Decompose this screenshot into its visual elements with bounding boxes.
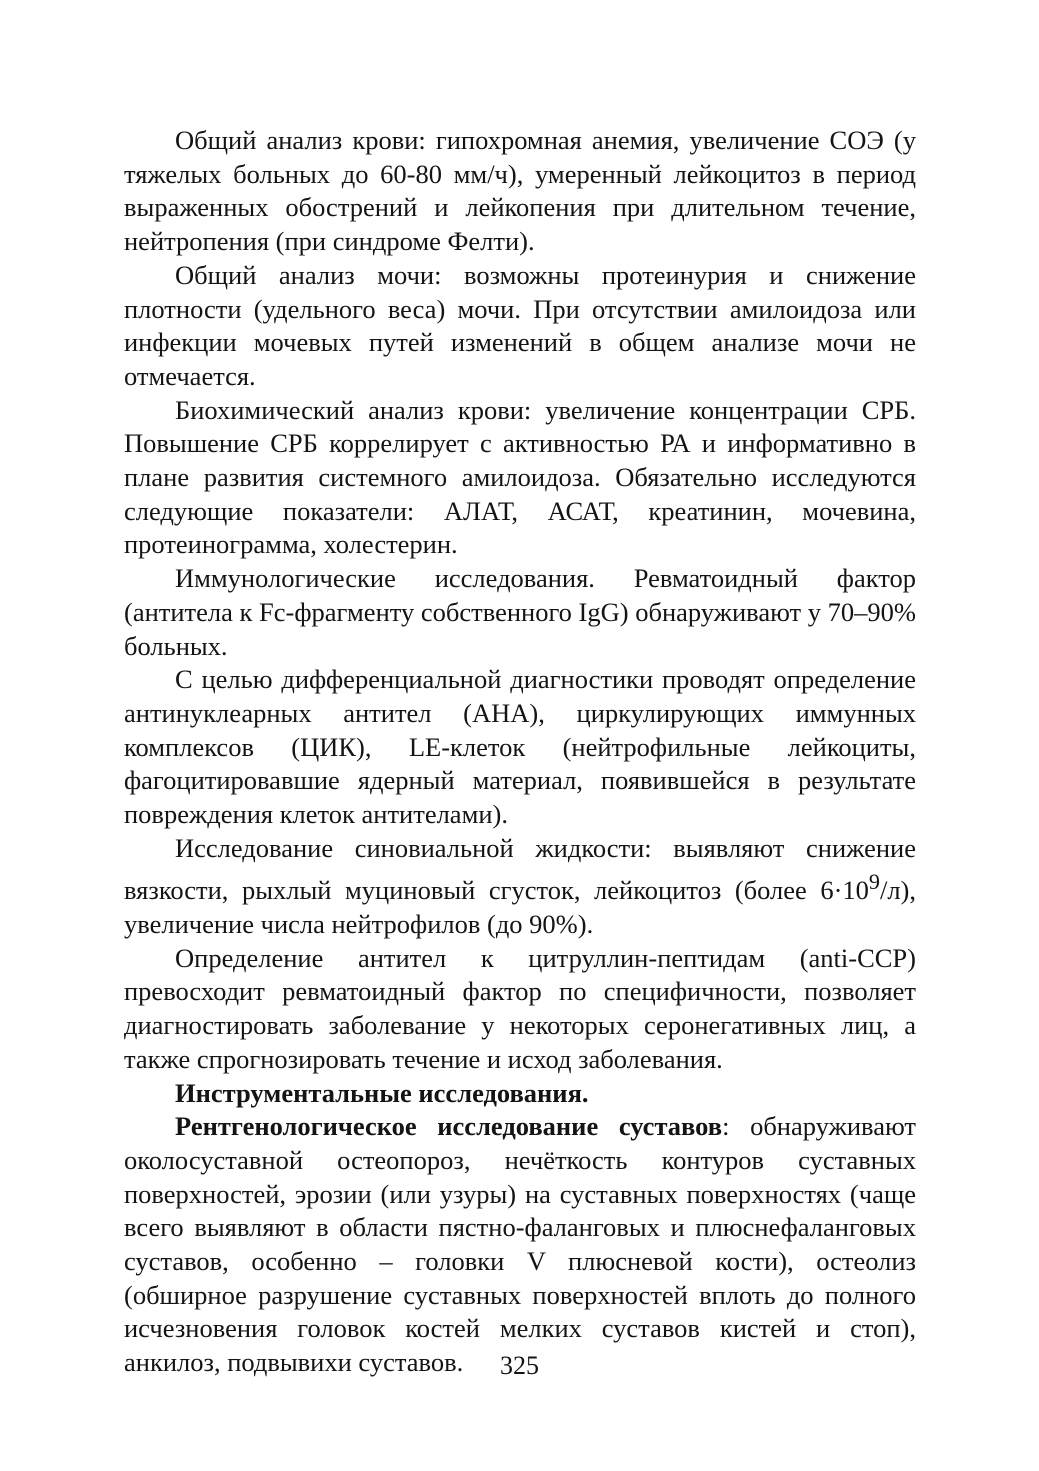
synovial-text-end: /л), увеличение числа нейтрофилов (до 90%). xyxy=(124,875,916,939)
paragraph-differential-diagnosis: С целью дифференциальной диагностики проводят определение антинуклеарных антител (АНА), циркулирующих иммунных комплексов (ЦИК), LE-клеток (нейтрофильные лейкоциты, фагоцитировавшие ядерный материал, появившейся в результате повреждения клеток антителами). xyxy=(124,664,916,830)
synovial-exponent: 9 xyxy=(868,869,880,895)
paragraph-biochemistry: Биохимический анализ крови: увеличение концентрации СРБ. Повышение СРБ коррелирует с активностью РА и информативно в плане развития системного амилоидоза. Обязательно исследуются следующие показатели: АЛАТ, АСАТ, креатинин, мочевина, протеинограмма, холестерин. xyxy=(124,394,916,560)
page-body xyxy=(124,124,916,1380)
xray-text: : обнаруживают околосуставной остеопороз, нечёткость контуров суставных поверхностей, эрозии (или узуры) на суставных поверхностях (чаще всего выявляют в области пястно-фаланговых и плюснефаланговых суставов, особенно – головки V плюсневой кости), остеолиз (обширное разрушение суставных поверхностей вплоть до полного исчезновения головок костей мелких суставов кистей и стоп), анкилоз, подвывихи суставов. xyxy=(124,1111,916,1378)
paragraph-blood-test: Общий анализ крови: гипохромная анемия, увеличение СОЭ (у тяжелых больных до 60-80 мм/ч), умеренный лейкоцитоз в период выраженных обострений и лейкопения при длительном течение, нейтропения (при синдроме Фелти). xyxy=(124,125,916,257)
paragraph-synovial-fluid xyxy=(124,832,916,942)
paragraph-xray xyxy=(124,1110,916,1380)
paragraph-urine-test: Общий анализ мочи: возможны протеинурия и снижение плотности (удельного веса) мочи. При отсутствии амилоидоза или инфекции мочевых путей изменений в общем анализе мочи не отмечается. xyxy=(124,259,916,391)
section-heading-instrumental: Инструментальные исследования. xyxy=(175,1077,589,1108)
synovial-text-start: Исследование синовиальной жидкости: выявляют снижение вязкости, рыхлый муциновый сгусток, лейкоцитоз (более 6·10 xyxy=(124,832,916,906)
page-number: 325 xyxy=(500,1351,539,1380)
paragraph-anti-ccp: Определение антител к цитруллин-пептидам (anti-CCP) превосходит ревматоидный фактор по специфичности, позволяет диагностировать заболевание у некоторых серонегативных лиц, а также спрогнозировать течение и исход заболевания. xyxy=(124,942,916,1074)
paragraph-immunology: Иммунологические исследования. Ревматоидный фактор (антитела к Fc-фрагменту собственного IgG) обнаруживают у 70–90% больных. xyxy=(124,563,916,661)
xray-heading: Рентгенологическое исследование суставов xyxy=(175,1111,723,1142)
